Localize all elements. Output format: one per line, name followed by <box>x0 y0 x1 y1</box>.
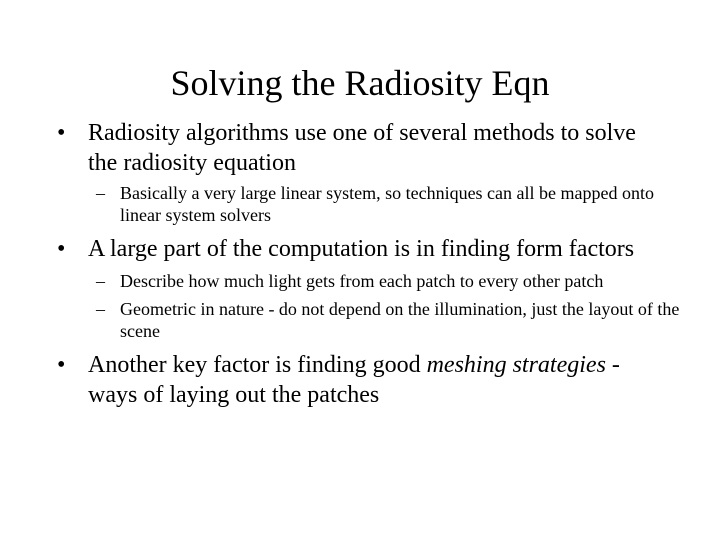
bullet-item <box>57 350 668 410</box>
bullet-item <box>57 118 668 178</box>
sub-bullet-item <box>96 182 680 226</box>
bullet-emphasis: meshing strategies <box>426 352 606 378</box>
sub-bullet-marker: – <box>96 271 105 291</box>
bullet-marker: • <box>57 352 66 378</box>
bullet-text: A large part of the computation is in finding form factors <box>88 236 635 262</box>
bullet-item <box>57 234 668 264</box>
sub-bullet-marker: – <box>96 299 105 319</box>
bullet-marker: • <box>57 236 66 262</box>
bullet-text: Radiosity algorithms use one of several methods to solve the radiosity equation <box>88 120 636 176</box>
bullet-text-after: - ways of laying out the patches <box>88 352 620 408</box>
bullet-text-before: Another key factor is finding good <box>88 352 427 378</box>
slide-title: Solving the Radiosity Eqn <box>170 63 550 103</box>
bullet-marker: • <box>57 120 66 146</box>
sub-bullet-text: Describe how much light gets from each patch to every other patch <box>120 271 604 291</box>
sub-bullet-item <box>96 270 680 292</box>
sub-bullet-marker: – <box>96 183 105 203</box>
sub-bullet-item <box>96 298 680 342</box>
sub-bullet-text: Basically a very large linear system, so techniques can all be mapped onto linear system solvers <box>120 183 654 225</box>
sub-bullet-text: Geometric in nature - do not depend on the illumination, just the layout of the scene <box>120 299 680 341</box>
